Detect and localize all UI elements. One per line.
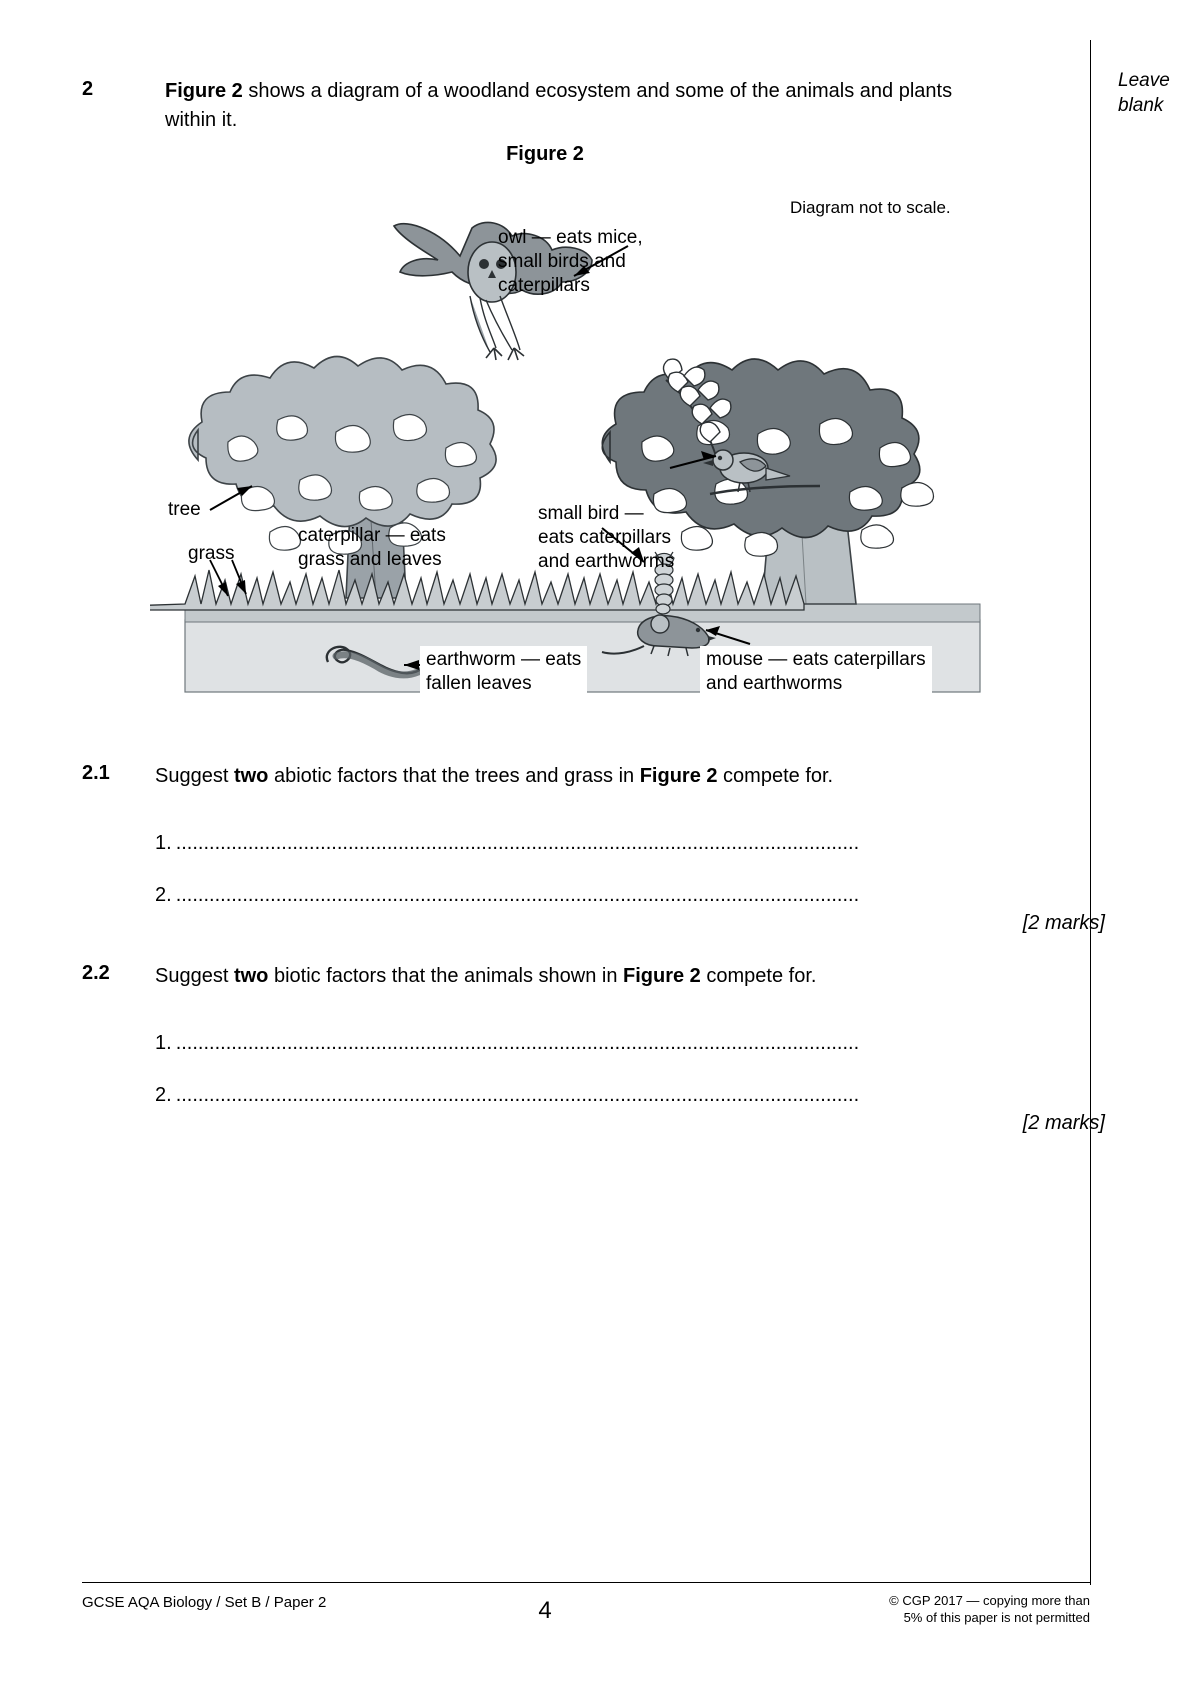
answer-line-2-2-2[interactable]: [155, 1084, 995, 1107]
leave-blank-line2: blank: [1118, 95, 1164, 116]
caterpillar-label-line1: caterpillar — eats: [298, 525, 446, 546]
footer-copyright-line1: © CGP 2017 — copying more than: [889, 1593, 1090, 1608]
figure-2-diagram: [150, 180, 1010, 725]
subquestion-number-2-1: 2.1: [82, 762, 110, 784]
owl-label-line1: owl — eats mice,: [498, 227, 643, 248]
answer-1-dots: ...........................................................................................................................: [175, 1032, 860, 1054]
margin-divider: [1090, 40, 1091, 1585]
question-stem-text: shows a diagram of a woodland ecosystem and some of the animals and plants within it.: [165, 80, 953, 131]
answer-2-dots: ...........................................................................................................................: [175, 884, 860, 906]
answer-2-dots: ...........................................................................................................................: [175, 1084, 860, 1106]
figure-label-caterpillar: [298, 524, 446, 572]
footer-copyright-line2: 5% of this paper is not permitted: [903, 1610, 1090, 1625]
answer-1-number: 1.: [155, 1032, 172, 1054]
owl-label-line3: caterpillars: [498, 275, 590, 296]
small-bird-label-line2: eats caterpillars: [538, 527, 672, 548]
leave-blank-line1: Leave: [1118, 70, 1170, 91]
question-number: 2: [82, 78, 94, 100]
sq22-bold-two: two: [233, 965, 269, 987]
subquestion-number-2-2: 2.2: [82, 962, 110, 984]
sq22-text-after: biotic factors that the animals shown in: [268, 965, 624, 987]
subquestion-text-2-2: [155, 962, 995, 991]
answer-2-number: 2.: [155, 884, 172, 906]
figure-label-owl: [498, 226, 643, 298]
figure-label-small-bird: [538, 502, 674, 574]
answer-2-number: 2.: [155, 1084, 172, 1106]
sq22-text-before: Suggest: [155, 965, 234, 987]
mouse-label-line1: mouse — eats caterpillars: [706, 649, 926, 670]
figure-label-tree: tree: [168, 499, 201, 520]
leave-blank-note: [1118, 68, 1188, 118]
answer-1-number: 1.: [155, 832, 172, 854]
answer-line-2-1-2[interactable]: [155, 884, 995, 907]
sq21-bold-two: two: [233, 765, 269, 787]
question-stem: [165, 77, 965, 135]
answer-1-dots: ...........................................................................................................................: [175, 832, 860, 854]
figure-title: Figure 2: [506, 143, 584, 165]
owl-label-line2: small birds and: [498, 251, 626, 272]
sq21-figure-ref: Figure 2: [639, 765, 718, 787]
answer-line-2-2-1[interactable]: [155, 1032, 995, 1055]
sq22-text-end: compete for.: [700, 965, 817, 987]
marks-2-2: [2 marks]: [1022, 1112, 1105, 1134]
sq21-text-before: Suggest: [155, 765, 234, 787]
answer-line-2-1-1[interactable]: [155, 832, 995, 855]
small-bird-label-line1: small bird —: [538, 503, 644, 524]
mouse-label-line2: and earthworms: [706, 673, 843, 694]
small-bird-label-line3: and earthworms: [538, 551, 675, 572]
figure-label-mouse: [700, 646, 932, 698]
caterpillar-label-line2: grass and leaves: [298, 549, 442, 570]
marks-2-1: [2 marks]: [1022, 912, 1105, 934]
earthworm-label-line2: fallen leaves: [426, 673, 532, 694]
footer-copyright: [800, 1592, 1090, 1626]
footer-page-number: 4: [538, 1597, 552, 1624]
subquestion-text-2-1: [155, 762, 995, 791]
figure-label-grass: grass: [188, 543, 235, 564]
sq21-text-end: compete for.: [717, 765, 834, 787]
footer-divider: [82, 1582, 1090, 1583]
sq22-figure-ref: Figure 2: [623, 965, 701, 987]
figure-label-earthworm: [420, 646, 587, 698]
footer-paper-info: GCSE AQA Biology / Set B / Paper 2: [82, 1594, 327, 1611]
sq21-text-after: abiotic factors that the trees and grass in: [268, 765, 640, 787]
question-stem-figure-ref: Figure 2: [165, 80, 243, 102]
earthworm-label-line1: earthworm — eats: [426, 649, 582, 670]
not-to-scale-note: Diagram not to scale.: [790, 198, 951, 217]
